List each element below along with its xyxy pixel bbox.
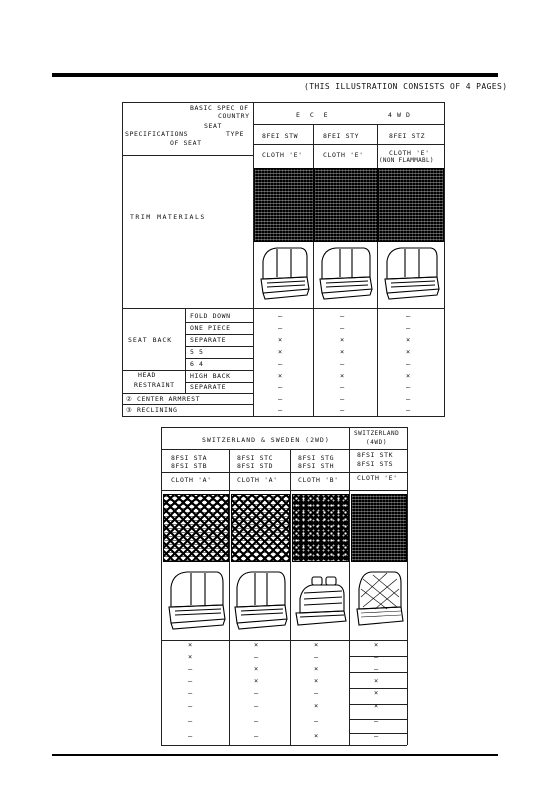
- fabric-swatch-cloth-b: [292, 494, 349, 562]
- center-armrest-label: ② CENTER ARMREST: [126, 395, 201, 403]
- bottom-matrix-cell-r3-c3: ×: [314, 665, 319, 673]
- top-col-code-1: 8FEI STW: [262, 132, 299, 140]
- seat-illustration-7: [353, 567, 405, 633]
- bottom-matrix-cell-r3-c2: ×: [254, 665, 259, 673]
- opt-separate: SEPARATE: [190, 336, 227, 344]
- fabric-swatch-cloth-a-2: [231, 494, 290, 562]
- top-matrix-cell-r5-c1: –: [278, 360, 283, 368]
- top-matrix-cell-r4-c3: ×: [406, 348, 411, 356]
- top-matrix-cell-r9-c3: –: [406, 406, 411, 414]
- top-matrix-cell-r8-c2: –: [340, 395, 345, 403]
- top-matrix-cell-r1-c1: –: [278, 312, 283, 320]
- bottom-col-cloth-3: CLOTH 'B': [298, 476, 339, 484]
- bottom-col-code2-1: 8FSI STB: [171, 462, 208, 470]
- fabric-swatch-cloth-a-1: [163, 494, 229, 562]
- bottom-matrix-cell-r8-c1: –: [188, 732, 193, 740]
- country-label: COUNTRY: [218, 112, 250, 120]
- bottom-matrix-cell-r5-c1: –: [188, 689, 193, 697]
- seat-label: SEAT: [204, 122, 223, 130]
- bottom-matrix-cell-r1-c3: ×: [314, 641, 319, 649]
- specifications-label: SPECIFICATIONS: [125, 130, 189, 138]
- top-matrix-cell-r3-c2: ×: [340, 336, 345, 344]
- bottom-col-code1-4: 8FSI STK: [357, 451, 394, 459]
- top-matrix-cell-r6-c2: ×: [340, 372, 345, 380]
- top-matrix-cell-r8-c3: –: [406, 395, 411, 403]
- top-col-cloth-1: CLOTH 'E': [262, 151, 303, 159]
- opt-one-piece: ONE PIECE: [190, 324, 231, 332]
- basic-spec-label: BASIC SPEC OF: [190, 104, 249, 112]
- of-seat-label: OF SEAT: [170, 139, 202, 147]
- top-matrix-cell-r9-c2: –: [340, 406, 345, 414]
- bottom-matrix-cell-r7-c1: –: [188, 717, 193, 725]
- top-matrix-cell-r6-c1: ×: [278, 372, 283, 380]
- bottom-col-cloth-1: CLOTH 'A': [171, 476, 212, 484]
- top-matrix-cell-r7-c3: –: [406, 383, 411, 391]
- country-header: E C E: [296, 111, 331, 119]
- bottom-matrix-cell-r4-c4: ×: [374, 677, 379, 685]
- bottom-matrix-cell-r8-c2: –: [254, 732, 259, 740]
- top-col-code-2: 8FEI STY: [323, 132, 360, 140]
- bottom-matrix-cell-r6-c4: ×: [374, 702, 379, 710]
- top-matrix-cell-r3-c1: ×: [278, 336, 283, 344]
- bottom-matrix-cell-r6-c1: –: [188, 702, 193, 710]
- opt-separate-head: SEPARATE: [190, 383, 227, 391]
- bottom-group-header: SWITZERLAND & SWEDEN (2WD): [202, 436, 330, 444]
- bottom-matrix-cell-r7-c4: –: [374, 717, 379, 725]
- bottom-col-code2-4: 8FSI STS: [357, 460, 394, 468]
- top-matrix-cell-r3-c3: ×: [406, 336, 411, 344]
- bottom-matrix-cell-r2-c3: –: [314, 653, 319, 661]
- bottom-col-code1-1: 8FSI STA: [171, 454, 208, 462]
- bottom-matrix-cell-r2-c4: –: [374, 653, 379, 661]
- bottom-col-code1-2: 8FSI STC: [237, 454, 274, 462]
- seat-illustration-5: [231, 567, 289, 633]
- bottom-matrix-cell-r5-c3: –: [314, 689, 319, 697]
- bottom-right-header-1: SWITZERLAND: [354, 430, 400, 437]
- top-matrix-cell-r1-c3: –: [406, 312, 411, 320]
- bottom-col-cloth-4: CLOTH 'E': [357, 474, 398, 482]
- seat-back-label: SEAT BACK: [128, 336, 173, 344]
- top-matrix-cell-r2-c3: –: [406, 324, 411, 332]
- bottom-right-header-2: (4WD): [366, 439, 388, 446]
- footer-rule: [52, 754, 498, 756]
- bottom-matrix-cell-r2-c2: –: [254, 653, 259, 661]
- page-note: (THIS ILLUSTRATION CONSISTS OF 4 PAGES): [304, 82, 508, 91]
- drive-header: 4 W D: [388, 111, 411, 119]
- bottom-matrix-cell-r8-c3: ×: [314, 732, 319, 740]
- top-matrix-cell-r4-c1: ×: [278, 348, 283, 356]
- top-col-cloth-note-3: (NON FLAMMABL): [379, 157, 434, 164]
- top-matrix-cell-r7-c2: –: [340, 383, 345, 391]
- opt-high-back: HIGH BACK: [190, 372, 231, 380]
- bottom-matrix-cell-r7-c3: –: [314, 717, 319, 725]
- top-col-cloth-3: CLOTH 'E': [389, 149, 430, 157]
- top-col-cloth-2: CLOTH 'E': [323, 151, 364, 159]
- seat-illustration-4: [165, 567, 227, 633]
- bottom-matrix-cell-r1-c1: ×: [188, 641, 193, 649]
- top-matrix-cell-r6-c3: ×: [406, 372, 411, 380]
- top-matrix-cell-r2-c1: –: [278, 324, 283, 332]
- reclining-label: ③ RECLINING: [126, 406, 178, 414]
- bottom-col-code2-3: 8FSI STH: [298, 462, 335, 470]
- top-matrix-cell-r4-c2: ×: [340, 348, 345, 356]
- opt-6-4: 6 4: [190, 360, 204, 368]
- top-matrix-cell-r7-c1: –: [278, 383, 283, 391]
- bottom-matrix-cell-r6-c2: –: [254, 702, 259, 710]
- top-matrix-cell-r5-c3: –: [406, 360, 411, 368]
- restraint-label: RESTRAINT: [134, 381, 175, 389]
- bottom-matrix-cell-r1-c4: ×: [374, 641, 379, 649]
- bottom-matrix-cell-r2-c1: ×: [188, 653, 193, 661]
- bottom-matrix-cell-r5-c4: ×: [374, 689, 379, 697]
- opt-5-5: 5 5: [190, 348, 204, 356]
- top-matrix-cell-r5-c2: –: [340, 360, 345, 368]
- top-matrix-cell-r9-c1: –: [278, 406, 283, 414]
- type-label: TYPE: [226, 130, 245, 138]
- bottom-matrix-cell-r6-c3: ×: [314, 702, 319, 710]
- bottom-matrix-cell-r3-c4: –: [374, 665, 379, 673]
- trim-materials-label: TRIM MATERIALS: [130, 213, 206, 221]
- bottom-matrix-cell-r4-c3: ×: [314, 677, 319, 685]
- bottom-col-code1-3: 8FSI STG: [298, 454, 335, 462]
- seat-illustration-6: [292, 575, 348, 633]
- bottom-col-cloth-2: CLOTH 'A': [237, 476, 278, 484]
- top-matrix-cell-r8-c1: –: [278, 395, 283, 403]
- bottom-matrix-cell-r7-c2: –: [254, 717, 259, 725]
- top-col-code-3: 8FEI STZ: [389, 132, 426, 140]
- top-matrix-cell-r1-c2: –: [340, 312, 345, 320]
- bottom-col-code2-2: 8FSI STD: [237, 462, 274, 470]
- bottom-matrix-cell-r8-c4: –: [374, 732, 379, 740]
- fabric-swatch-cloth-e-4: [351, 494, 407, 562]
- bottom-matrix-cell-r4-c1: –: [188, 677, 193, 685]
- bottom-matrix-cell-r3-c1: –: [188, 665, 193, 673]
- opt-fold-down: FOLD DOWN: [190, 312, 231, 320]
- bottom-matrix-cell-r4-c2: ×: [254, 677, 259, 685]
- bottom-matrix-cell-r5-c2: –: [254, 689, 259, 697]
- head-label: HEAD: [138, 371, 157, 379]
- top-matrix-cell-r2-c2: –: [340, 324, 345, 332]
- bottom-matrix-cell-r1-c2: ×: [254, 641, 259, 649]
